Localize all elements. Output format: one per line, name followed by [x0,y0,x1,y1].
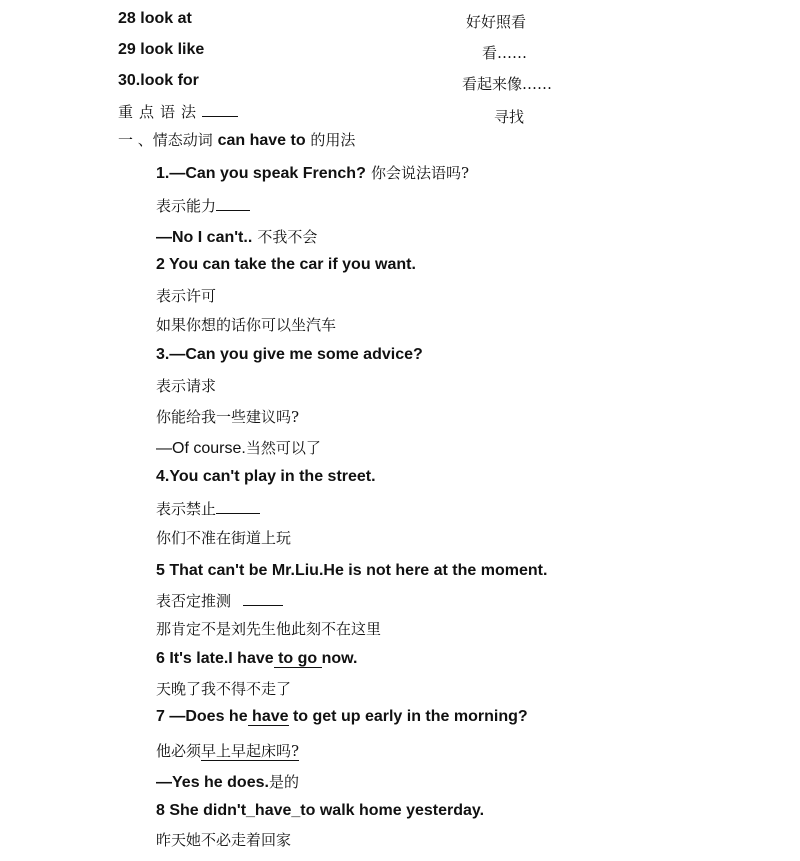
vocab-cn-28: 好好照看 [466,13,527,31]
section-title-keywords: can have to [217,132,306,149]
item-6-en [156,651,357,667]
item-2-note: 表示许可 [156,287,217,305]
item-1-blank [216,198,250,211]
item-3-note: 表示请求 [156,377,217,395]
section-heading [118,104,238,120]
item-2-en: 2 You can take the car if you want. [156,256,416,273]
item-1-en: 1.—Can you speak French? [156,165,366,182]
item-1-note [156,198,250,214]
item-7-cn-underlined: 早上早起床吗? [201,742,300,760]
item-7-cn [156,744,299,759]
item-7-en-underlined: have [247,708,289,725]
vocab-cn-29: 看…… [482,44,528,62]
item-5-en: 5 That can't be Mr.Liu.He is not here at the moment. [156,562,548,579]
item-5-blank [243,593,283,606]
section-title [118,133,355,149]
item-8-en-underlined: _have_ [246,802,301,819]
item-2-cn: 如果你想的话你可以坐汽车 [156,316,337,334]
item-3-en: 3.—Can you give me some advice? [156,346,423,363]
heading-blank [202,104,238,117]
item-6-cn: 天晚了我不得不走了 [156,680,292,698]
item-5-note [156,593,283,609]
item-7-en [156,709,528,725]
item-1-note-text: 表示能力 [156,197,217,215]
vocab-en-28: 28 look at [118,10,192,27]
vocab-en-30: 30.look for [118,72,199,89]
item-1-reply [156,229,317,246]
item-3-reply-en: —Of course. [156,440,246,457]
item-7-reply-cn: 是的 [268,773,299,791]
item-6-en-underlined: to go [273,650,322,667]
item-7-en-c: to get up early in the morning? [288,708,528,725]
item-4-note-text: 表示禁止 [156,500,217,518]
item-8-en-a: 8 She didn't [156,802,247,819]
section-title-suffix: 的用法 [310,131,356,149]
item-6-en-a: 6 It's late.I have [156,650,274,667]
item-8-cn: 昨天她不必走着回家 [156,831,292,849]
item-8-en-c: to walk home yesterday. [300,802,485,819]
item-6-en-c: now. [321,650,358,667]
item-8-en [156,803,484,819]
item-5-note-text: 表否定推测 [156,592,232,610]
item-7-cn-a: 他必须 [156,742,202,760]
item-3-cn: 你能给我一些建议吗? [156,408,300,426]
item-7-reply [156,774,299,791]
item-5-cn: 那肯定不是刘先生他此刻不在这里 [156,620,382,638]
item-7-reply-en: —Yes he does. [156,774,269,791]
item-1-reply-cn: 不我不会 [257,228,318,246]
item-7-en-a: 7 —Does he [156,708,248,725]
item-4-blank [216,501,260,514]
item-3-reply [156,440,321,457]
item-1-cn: 你会说法语吗? [370,164,469,182]
section-heading-text: 重点语法 [118,103,203,121]
item-3-reply-cn: 当然可以了 [245,439,321,457]
vocab-en-29: 29 look like [118,41,205,58]
item-4-en: 4.You can't play in the street. [156,468,376,485]
vocab-cn-extra: 寻找 [494,108,525,126]
item-1 [156,165,469,182]
vocab-cn-30: 看起来像…… [462,75,553,93]
item-4-cn: 你们不准在街道上玩 [156,529,292,547]
item-4-note [156,501,260,517]
section-title-prefix: 一 、情态动词 [118,131,213,149]
item-1-reply-en: —No I can't.. [156,229,253,246]
